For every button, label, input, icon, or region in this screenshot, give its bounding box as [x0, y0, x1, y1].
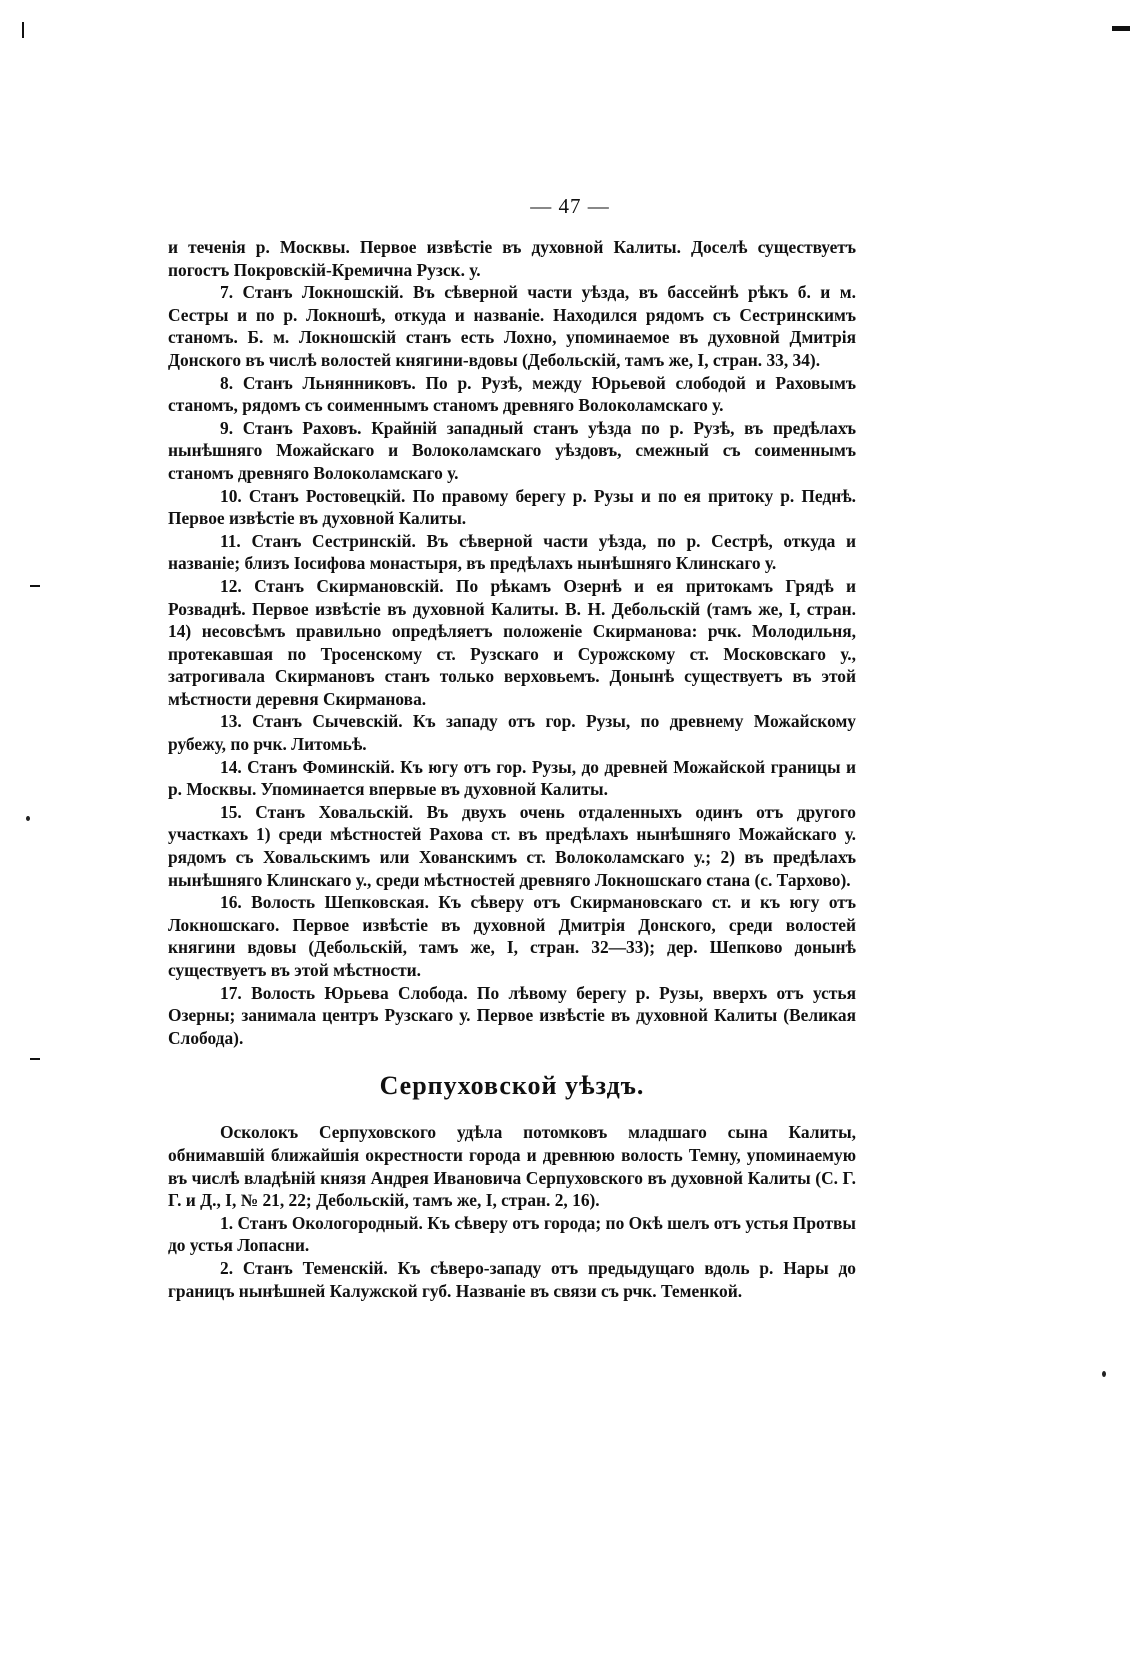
paragraph-item-17: 17. Волость Юрьева Слобода. По лѣвому берегу р. Рузы, вверхъ отъ устья Озерны; занимала центръ Рузскаго у. Первое извѣстіе въ духовной Калиты (Великая Слобода). [168, 982, 856, 1048]
scan-mark-left-2 [30, 1058, 40, 1060]
scan-mark-left-1 [30, 585, 40, 587]
section-item-1: 1. Станъ Окологородный. Къ сѣверу отъ города; по Окѣ шелъ отъ устья Протвы до устья Лопасни. [168, 1212, 856, 1256]
paragraph-item-16: 16. Волость Шепковская. Къ сѣверу отъ Скирмановскаго ст. и къ югу отъ Локношскаго. Первое извѣстіе въ духовной Дмитрія Донского, среди волостей княгини вдовы (Дебольскій, тамъ же, I, стран. 32—33); дер. Шепково донынѣ существуетъ въ этой мѣстности. [168, 892, 856, 980]
section-intro: Осколокъ Серпуховского удѣла потомковъ младшаго сына Калиты, обнимавшій ближайшія окрестности города и древнюю волость Темну, упоминаемую въ числѣ владѣній князя Андрея Ивановича Серпуховского въ духовной Калиты (С. Г. Г. и Д., I, № 21, 22; Дебольскій, тамъ же, I, стран. 2, 16). [168, 1122, 856, 1211]
paragraph-item-12: 12. Станъ Скирмановскій. По рѣкамъ Озернѣ и ея притокамъ Грядѣ и Розваднѣ. Первое извѣстіе въ духовной Калиты. В. Н. Дебольскій (тамъ же, I, стран. 14) несовсѣмъ правильно опредѣляетъ положеніе Скирманова: рчк. Молодильня, протекавшая по Тросенскому ст. Рузскаго и Сурожскому ст. Московскаго у., затрогивала Скирмановъ станъ только верховьемъ. Донынѣ существуетъ въ этой мѣстности деревня Скирманова. [168, 575, 856, 709]
paragraph-item-9: 9. Станъ Раховъ. Крайній западный станъ уѣзда по р. Рузѣ, въ предѣлахъ нынѣшняго Можайскаго и Волоколамскаго уѣздовъ, смежный съ соименнымъ станомъ древняго Волоколамскаго у. [168, 417, 856, 483]
paragraph-item-11: 11. Станъ Сестринскій. Въ сѣверной части уѣзда, по р. Сестрѣ, откуда и названіе; близъ Іосифова монастыря, въ предѣлахъ нынѣшняго Клинскаго у. [168, 530, 856, 574]
paragraph-continuation: и теченія р. Москвы. Первое извѣстіе въ духовной Калиты. Доселѣ существуетъ погостъ Покровскій-Кремична Рузск. у. [168, 237, 856, 280]
section-item-2: 2. Станъ Теменскій. Къ сѣверо-западу отъ предыдущаго вдоль р. Нары до границъ нынѣшней Калужской губ. Названіе въ связи съ рчк. Теменкой. [168, 1257, 856, 1301]
paragraph-item-7: 7. Станъ Локношскій. Въ сѣверной части уѣзда, въ бассейнѣ рѣкъ б. и м. Сестры и по р. Локношѣ, откуда и названіе. Находился рядомъ съ Сестринскимъ станомъ. Б. м. Локношскій станъ есть Лохно, упоминаемое въ духовной Дмитрія Донского въ числѣ волостей княгини-вдовы (Дебольскій, тамъ же, I, стран. 33, 34). [168, 282, 856, 370]
paragraph-item-10: 10. Станъ Ростовецкій. По правому берегу р. Рузы и по ея притоку р. Педнѣ. Первое извѣстіе въ духовной Калиты. [168, 485, 856, 529]
paragraph-item-15: 15. Станъ Ховальскій. Въ двухъ очень отдаленныхъ одинъ отъ другого участкахъ 1) среди мѣстностей Рахова ст. въ предѣлахъ нынѣшняго Можайскаго у. рядомъ съ Ховальскимъ или Хованскимъ ст. Волоколамскаго у.; 2) въ предѣлахъ нынѣшняго Клинскаго у., среди мѣстностей древняго Локношскаго стана (с. Тархово). [168, 801, 856, 890]
paragraph-item-13: 13. Станъ Сычевскій. Къ западу отъ гор. Рузы, по древнему Можайскому рубежу, по рчк. Литомьѣ. [168, 711, 856, 755]
paragraph-item-14: 14. Станъ Фоминскій. Къ югу отъ гор. Рузы, до древней Можайской границы и р. Москвы. Упоминается впервые въ духовной Калиты. [168, 756, 856, 800]
scan-mark-top-left [22, 22, 24, 38]
scan-dot-right [1102, 1371, 1106, 1377]
scan-mark-top-right [1112, 26, 1130, 31]
page-number: — 47 — [530, 194, 610, 218]
paragraph-item-8: 8. Станъ Льнянниковъ. По р. Рузѣ, между Юрьевой слободой и Раховымъ станомъ, рядомъ съ соименнымъ станомъ древняго Волоколамскаго у. [168, 372, 856, 416]
section-heading: Серпуховской уѣздъ. [379, 1071, 645, 1101]
page-body [168, 236, 856, 1302]
scan-dot-left [26, 816, 30, 821]
